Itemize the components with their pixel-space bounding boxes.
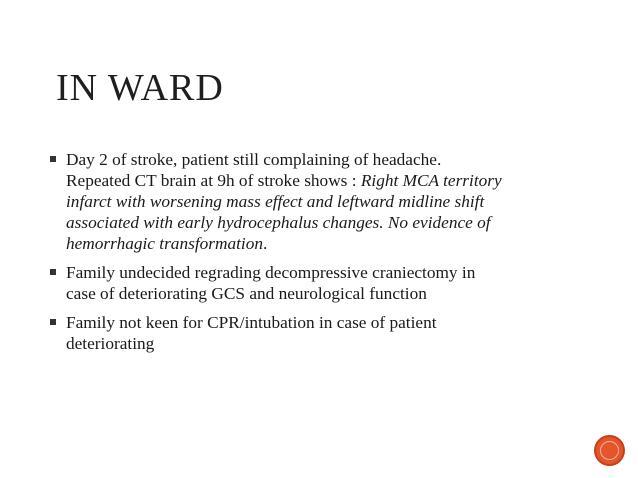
bullet-item (50, 149, 570, 254)
bullet-list (50, 149, 570, 362)
bullet-text: deteriorating (66, 334, 155, 353)
bullet-text: Repeated CT brain at 9h of stroke shows : (66, 171, 361, 190)
bullet-line (66, 170, 570, 191)
bullet-text: Day 2 of stroke, patient still complaining of headache. (66, 150, 442, 169)
bullet-line (66, 149, 570, 170)
bullet-italic-text: associated with early hydrocephalus changes. No evidence of (66, 213, 491, 232)
slide-title: IN WARD (56, 67, 224, 109)
bullet-line (66, 262, 570, 283)
bullet-text: Family not keen for CPR/intubation in case of patient (66, 313, 437, 332)
bullet-text: case of deteriorating GCS and neurological function (66, 284, 427, 303)
bullet-line (66, 191, 570, 212)
bullet-italic-text: Right MCA territory (360, 171, 502, 190)
bullet-italic-text: hemorrhagic transformation (66, 234, 263, 253)
square-bullet-icon (50, 156, 56, 162)
orange-circle-badge-icon (596, 437, 623, 464)
bullet-item (50, 262, 570, 304)
bullet-text: Family undecided regrading decompressive craniectomy in (66, 263, 476, 282)
bullet-italic-text: infarct with worsening mass effect and leftward midline shift (66, 192, 485, 211)
bullet-line (66, 333, 570, 354)
square-bullet-icon (50, 319, 56, 325)
bullet-item (50, 312, 570, 354)
bullet-line (66, 283, 570, 304)
bullet-line (66, 212, 570, 233)
bullet-line (66, 233, 570, 254)
bullet-text: . (263, 234, 268, 253)
bullet-line (66, 312, 570, 333)
square-bullet-icon (50, 269, 56, 275)
